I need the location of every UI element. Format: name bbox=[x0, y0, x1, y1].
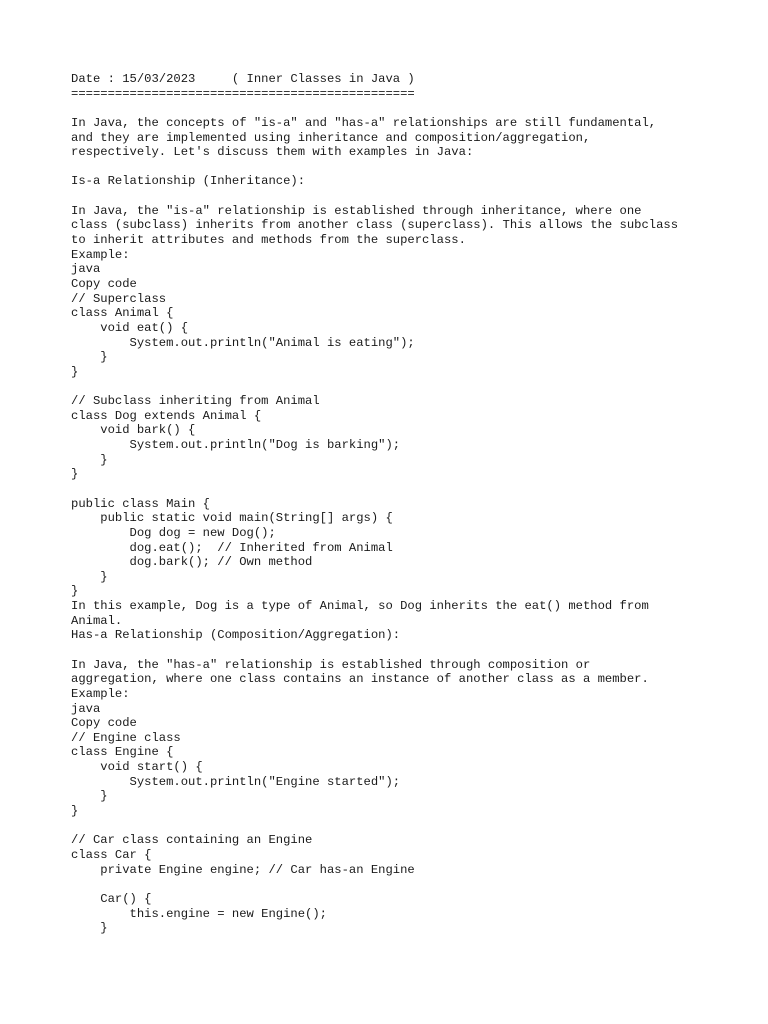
code-line: } bbox=[71, 467, 79, 482]
code-line: System.out.println("Dog is barking"); bbox=[71, 438, 401, 453]
code-line: public static void main(String[] args) { bbox=[71, 511, 393, 526]
intro-paragraph-line: In Java, the concepts of "is-a" and "has-a" relationships are still fundamental, bbox=[71, 115, 657, 130]
code-line: } bbox=[71, 350, 108, 365]
code-line: void bark() { bbox=[71, 423, 196, 438]
code-line: } bbox=[71, 364, 79, 379]
code-line: Car() { bbox=[71, 891, 152, 906]
code-line: void eat() { bbox=[71, 320, 189, 335]
code-language-label: java bbox=[71, 701, 101, 716]
code-line: Dog dog = new Dog(); bbox=[71, 525, 276, 540]
code-line: System.out.println("Engine started"); bbox=[71, 774, 401, 789]
code-line: } bbox=[71, 569, 108, 584]
explanation-line: In this example, Dog is a type of Animal, so Dog inherits the eat() method from bbox=[71, 599, 649, 614]
document-page bbox=[71, 72, 761, 936]
blank-line bbox=[71, 643, 761, 658]
code-line: class Dog extends Animal { bbox=[71, 408, 262, 423]
code-line: } bbox=[71, 804, 79, 819]
blank-line bbox=[71, 160, 761, 175]
intro-paragraph-line: and they are implemented using inheritance and composition/aggregation, bbox=[71, 130, 591, 145]
code-line: } bbox=[71, 789, 108, 804]
code-line: class Animal { bbox=[71, 306, 174, 321]
code-line: class Engine { bbox=[71, 745, 174, 760]
code-line: this.engine = new Engine(); bbox=[71, 906, 327, 921]
section-heading-has-a: Has-a Relationship (Composition/Aggregation): bbox=[71, 628, 401, 643]
example-label: Example: bbox=[71, 247, 130, 262]
blank-line bbox=[71, 877, 761, 892]
is-a-paragraph-line: class (subclass) inherits from another class (superclass). This allows the subclass bbox=[71, 218, 679, 233]
code-language-label: java bbox=[71, 262, 101, 277]
section-heading-is-a: Is-a Relationship (Inheritance): bbox=[71, 174, 306, 189]
is-a-paragraph-line: to inherit attributes and methods from the superclass. bbox=[71, 233, 466, 248]
blank-line bbox=[71, 819, 761, 834]
code-line: // Subclass inheriting from Animal bbox=[71, 394, 320, 409]
code-line: dog.bark(); // Own method bbox=[71, 555, 313, 570]
code-line: dog.eat(); // Inherited from Animal bbox=[71, 540, 393, 555]
copy-code-label: Copy code bbox=[71, 276, 137, 291]
code-line: // Car class containing an Engine bbox=[71, 833, 313, 848]
example-label: Example: bbox=[71, 686, 130, 701]
is-a-paragraph-line: In Java, the "is-a" relationship is established through inheritance, where one bbox=[71, 203, 642, 218]
has-a-paragraph-line: In Java, the "has-a" relationship is established through composition or bbox=[71, 657, 591, 672]
blank-line bbox=[71, 482, 761, 497]
code-line: class Car { bbox=[71, 847, 152, 862]
blank-line bbox=[71, 101, 761, 116]
code-line: System.out.println("Animal is eating"); bbox=[71, 335, 415, 350]
has-a-paragraph-line: aggregation, where one class contains an instance of another class as a member. bbox=[71, 672, 649, 687]
code-line: } bbox=[71, 452, 108, 467]
doc-header-line: Date : 15/03/2023 ( Inner Classes in Java ) bbox=[71, 72, 415, 86]
code-line: } bbox=[71, 584, 79, 599]
header-underline: =============================================== bbox=[71, 86, 415, 101]
code-line: void start() { bbox=[71, 760, 203, 775]
code-line: // Engine class bbox=[71, 730, 181, 745]
intro-paragraph-line: respectively. Let's discuss them with examples in Java: bbox=[71, 145, 474, 160]
code-line: public class Main { bbox=[71, 496, 210, 511]
code-line: // Superclass bbox=[71, 291, 167, 306]
copy-code-label: Copy code bbox=[71, 716, 137, 731]
code-line: private Engine engine; // Car has-an Engine bbox=[71, 862, 415, 877]
blank-line bbox=[71, 379, 761, 394]
blank-line bbox=[71, 189, 761, 204]
code-line: } bbox=[71, 921, 108, 936]
explanation-line: Animal. bbox=[71, 613, 123, 628]
